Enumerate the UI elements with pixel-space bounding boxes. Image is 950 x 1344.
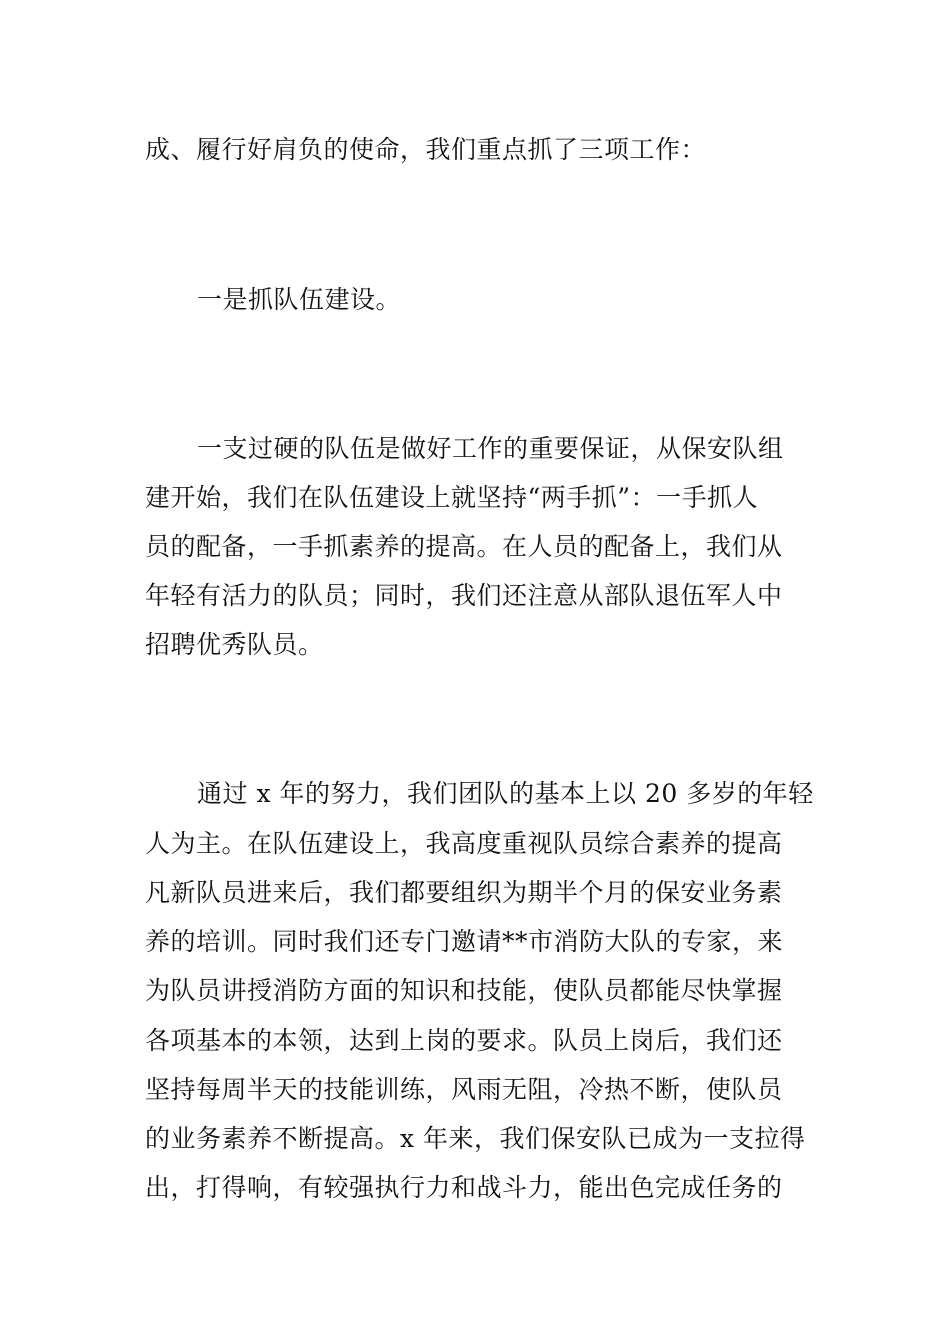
- text-line: 各项基本的本领，达到上岗的要求。队员上岗后，我们还: [145, 1026, 783, 1055]
- text-line: 成、履行好肩负的使命，我们重点抓了三项工作：: [145, 135, 707, 164]
- text-line: 一支过硬的队伍是做好工作的重要保证，从保安队组: [197, 434, 784, 463]
- text-line: 年轻有活力的队员；同时，我们还注意从部队退伍军人中: [145, 581, 783, 610]
- text-line: 通过 x 年的努力，我们团队的基本上以 20 多岁的年轻: [197, 779, 814, 808]
- text-line: 凡新队员进来后，我们都要组织为期半个月的保安业务素: [145, 878, 783, 907]
- text-line: 建开始，我们在队伍建设上就坚持“两手抓”：一手抓人: [145, 483, 759, 512]
- text-line: 出，打得响，有较强执行力和战斗力，能出色完成任务的: [145, 1173, 783, 1202]
- text-line: 员的配备，一手抓素养的提高。在人员的配备上，我们从: [145, 532, 783, 561]
- text-line: 招聘优秀队员。: [145, 630, 324, 659]
- section-heading: 一是抓队伍建设。: [197, 285, 402, 314]
- text-line: 的业务素养不断提高。x 年来，我们保安队已成为一支拉得: [145, 1124, 806, 1153]
- text-line: 养的培训。同时我们还专门邀请**市消防大队的专家，来: [145, 927, 784, 956]
- text-line: 人为主。在队伍建设上，我高度重视队员综合素养的提高: [145, 829, 783, 858]
- text-line: 为队员讲授消防方面的知识和技能，使队员都能尽快掌握: [145, 976, 783, 1005]
- text-line: 坚持每周半天的技能训练，风雨无阻，冷热不断，使队员: [145, 1075, 783, 1104]
